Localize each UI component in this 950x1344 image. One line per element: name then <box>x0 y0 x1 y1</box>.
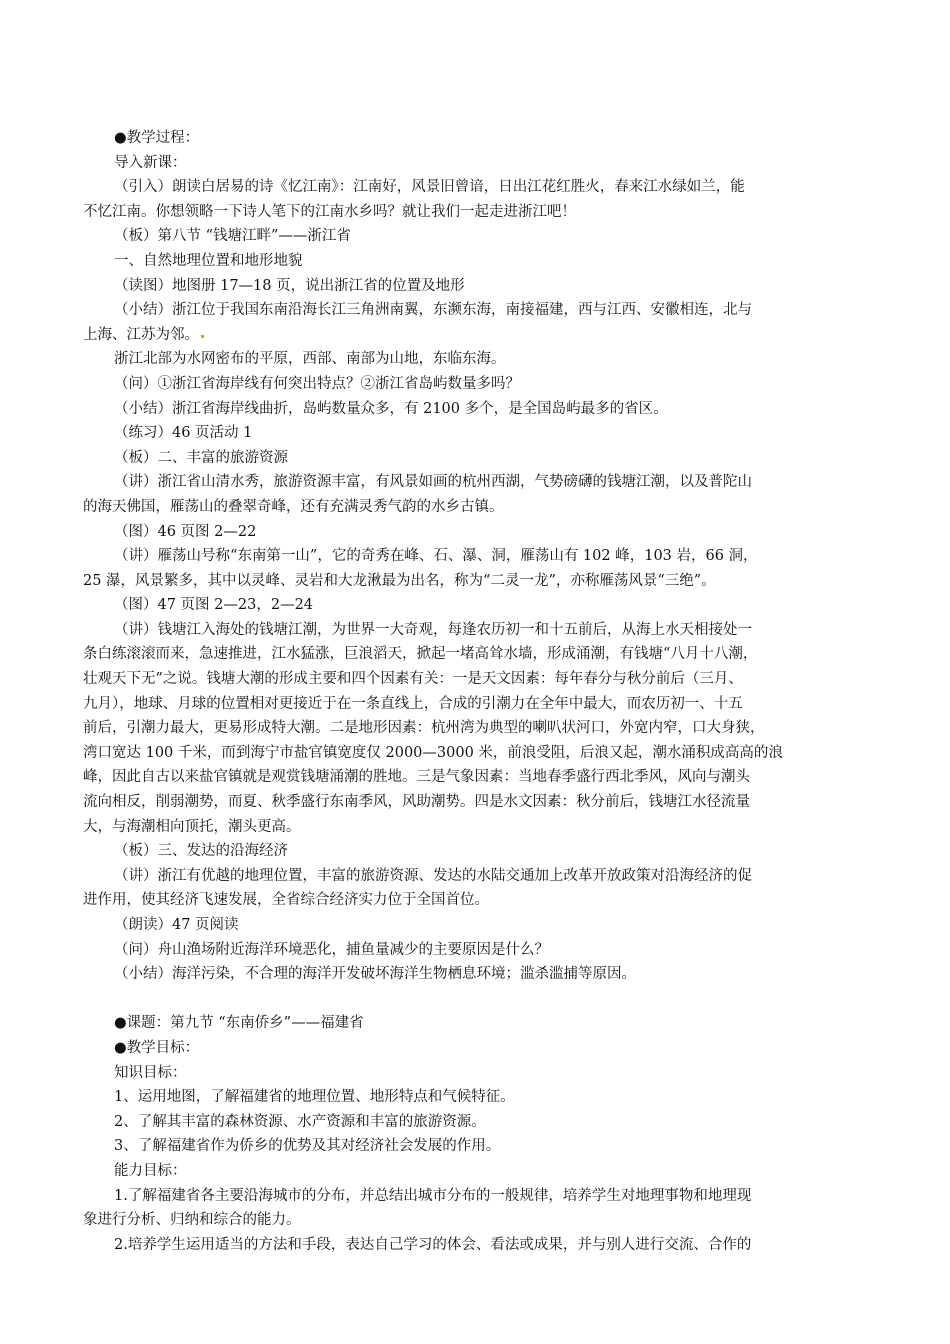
text-line: （图）47 页图 2—23，2—24 <box>114 597 314 614</box>
text-line: 壮观天下无”之说。钱塘大潮的形成主要和四个因素有关：一是天文因素：每年春分与秋分前后（三月、 <box>83 671 743 688</box>
text-line: 2、了解其丰富的森林资源、水产资源和丰富的旅游资源。 <box>114 1113 486 1130</box>
text-line: 浙江北部为水网密布的平原，西部、南部为山地，东临东海。 <box>114 351 506 368</box>
text-line: ●教学目标： <box>114 1039 200 1056</box>
text-line: （讲）浙江有优越的地理位置，丰富的旅游资源、发达的水陆交通加上改革开放政策对沿海经济的促 <box>114 867 752 884</box>
text-line: 条白练滚滚而来，急速推进，江水猛涨，巨浪滔天，掀起一堵高耸水墙，形成涌潮，有钱塘“八月十八潮， <box>83 646 758 663</box>
text-line: 九月），地球、月球的位置相对更接近于在一条直线上，合成的引潮力在全年中最大，而农历初一、十五 <box>83 695 743 712</box>
text-line: （练习）46 页活动 1 <box>114 425 253 442</box>
text-line: （板）二、丰富的旅游资源 <box>114 449 288 466</box>
text-line: ●教学过程： <box>114 130 200 146</box>
text-line: （引入）朗读白居易的诗《忆江南》：江南好，风景旧曾谙，日出江花红胜火，春来江水绿如兰，能 <box>114 179 745 196</box>
text-line: 流向相反，削弱潮势，而夏、秋季盛行东南季风，风助潮势。四是水文因素：秋分前后，钱塘江水径流量 <box>83 794 750 811</box>
text-line: 前后，引潮力最大，更易形成特大潮。二是地形因素：杭州湾为典型的喇叭状河口，外宽内窄，口大身狭， <box>83 720 765 737</box>
text-line: 湾口宽达 100 千米，而到海宁市盐官镇宽度仅 2000—3000 米，前浪受阻，后浪又起，潮水涌积成高高的浪 <box>83 744 783 761</box>
text-line: 知识目标： <box>114 1064 187 1081</box>
text-line: （读图）地图册 17—18 页，说出浙江省的位置及地形 <box>114 277 465 294</box>
text-line: 峰，因此自古以来盐官镇就是观赏钱塘涌潮的胜地。三是气象因素：当地春季盛行西北季风，风向与潮头 <box>83 769 750 786</box>
document-body <box>83 126 863 1257</box>
text-line: 象进行分析、归纳和综合的能力。 <box>83 1212 301 1229</box>
text-line: 的海天佛国，雁荡山的叠翠奇峰，还有充满灵秀气韵的水乡古镇。 <box>83 498 504 515</box>
text-line: （问）舟山渔场附近海洋环境恶化，捕鱼量减少的主要原因是什么？ <box>114 941 549 958</box>
text-line: （朗读）47 页阅读 <box>114 917 239 933</box>
text-line <box>83 323 863 348</box>
text-line: （问）①浙江省海岸线有何突出特点？②浙江省岛屿数量多吗？ <box>114 375 520 392</box>
text-line: （讲）钱塘江入海处的钱塘江潮，为世界一大奇观，每逢农历初一和十五前后，从海上水天相接处一 <box>114 621 752 638</box>
text-line: ●课题：第九节 “东南侨乡”——福建省 <box>114 1015 364 1032</box>
text-line: （讲）雁荡山号称“东南第一山”，它的奇秀在峰、石、瀑、洞，雁荡山有 102 峰，103 岩，66 洞， <box>114 548 758 565</box>
text-line: （板）三、发达的沿海经济 <box>114 843 288 860</box>
text-line: 能力目标： <box>114 1162 187 1179</box>
text-line: （小结）浙江位于我国东南沿海长江三角洲南翼，东濒东海，南接福建，西与江西、安徽相连，北与 <box>114 302 752 319</box>
text-line: （图）46 页图 2—22 <box>114 523 257 540</box>
highlight-mark <box>201 335 204 338</box>
text-line: 导入新课： <box>114 154 187 171</box>
text-line: 一、自然地理位置和地形地貌 <box>114 252 303 269</box>
text-line: 2.培养学生运用适当的方法和手段，表达自己学习的体会、看法或成果，并与别人进行交流、合作的 <box>114 1236 752 1253</box>
text-line: （小结）浙江省海岸线曲折，岛屿数量众多，有 2100 多个，是全国岛屿最多的省区。 <box>114 400 668 417</box>
text-line: 1、运用地图，了解福建省的地理位置、地形特点和气候特征。 <box>114 1089 515 1106</box>
text-line: 1.了解福建省各主要沿海城市的分布，并总结出城市分布的一般规律，培养学生对地理事物和地理现 <box>114 1187 752 1204</box>
text-line: （讲）浙江省山清水秀，旅游资源丰富，有风景如画的杭州西湖，气势磅礴的钱塘江潮，以及普陀山 <box>114 474 752 491</box>
text-line: 25 瀑，风景繁多，其中以灵峰、灵岩和大龙湫最为出名，称为“二灵一龙”，亦称雁荡风景“三绝”。 <box>83 572 716 589</box>
text-line: 3、了解福建省作为侨乡的优势及其对经济社会发展的作用。 <box>114 1138 501 1155</box>
text-span: 上海、江苏为邻。 <box>83 326 199 343</box>
blank-line <box>83 987 863 1012</box>
text-line: （小结）海洋污染，不合理的海洋开发破坏海洋生物栖息环境；滥杀滥捕等原因。 <box>114 966 636 983</box>
text-line: 进作用，使其经济飞速发展，全省综合经济实力位于全国首位。 <box>83 892 489 909</box>
text-line: 大，与海潮相向顶托，潮头更高。 <box>83 818 301 835</box>
text-line: （板）第八节 “钱塘江畔”——浙江省 <box>114 228 351 245</box>
text-line: 不忆江南。你想领略一下诗人笔下的江南水乡吗？就让我们一起走进浙江吧！ <box>83 203 576 220</box>
